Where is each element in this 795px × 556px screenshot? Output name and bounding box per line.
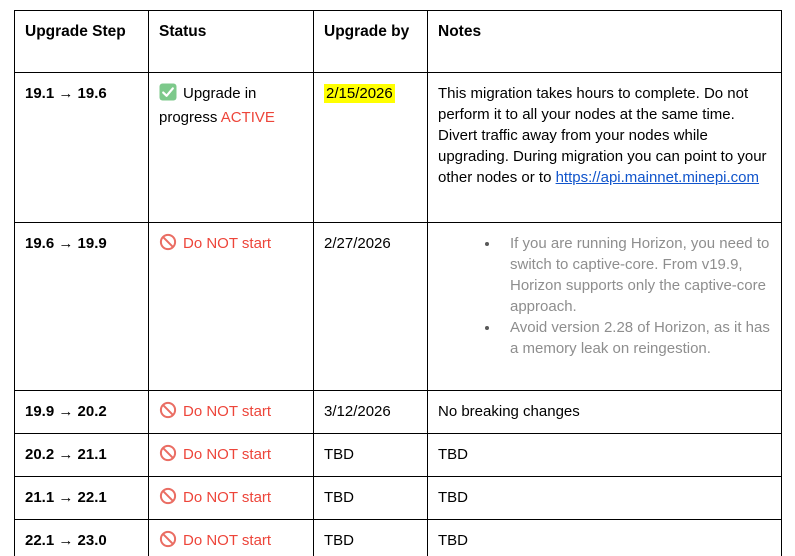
column-header-status: Status	[149, 11, 314, 73]
status-cell	[149, 477, 314, 520]
column-header-upgrade-step: Upgrade Step	[15, 11, 149, 73]
upgrade-by-cell: 3/12/2026	[314, 391, 428, 434]
upgrade-by-cell: 2/27/2026	[314, 223, 428, 391]
status-text: Do NOT start	[183, 532, 272, 549]
notes-cell: TBD	[428, 520, 782, 556]
notes-cell: No breaking changes	[428, 391, 782, 434]
bullet-item: • Avoid version 2.28 of Horizon, as it has a memory leak on reingestion.	[500, 317, 771, 359]
upgrade-by-cell: TBD	[314, 434, 428, 477]
status-cell	[149, 391, 314, 434]
bullet-item: • If you are running Horizon, you need to switch to captive-core. From v19.9, Horizon supports only the captive-core approach.	[500, 233, 771, 317]
upgrade-step-cell: 19.6 → 19.9	[15, 223, 149, 391]
status-cell	[149, 73, 314, 223]
prohibited-icon	[159, 233, 177, 257]
upgrade-step-cell: 19.1 → 19.6	[15, 73, 149, 223]
status-text: Do NOT start	[183, 403, 272, 420]
status-text: Do NOT start	[183, 489, 272, 506]
check-icon	[159, 83, 177, 107]
notes-link[interactable]: https://api.mainnet.minepi.com	[555, 169, 760, 186]
table-row	[15, 223, 782, 391]
upgrade-step-cell: 20.2 → 21.1	[15, 434, 149, 477]
upgrade-step-cell: 22.1 → 23.0	[15, 520, 149, 556]
status-badge: ACTIVE	[220, 109, 275, 126]
table-row	[15, 520, 782, 556]
status-cell	[149, 520, 314, 556]
status-text: Do NOT start	[183, 235, 272, 252]
notes-text: This migration takes hours to complete. Do not perform it to all your nodes at the same time. Divert traffic away from your nodes while upgrading. During migration you can point to your other nodes or to	[438, 85, 767, 186]
upgrade-by-cell: TBD	[314, 520, 428, 556]
highlighted-date: 2/15/2026	[326, 85, 393, 102]
prohibited-icon	[159, 444, 177, 468]
upgrade-by-cell: TBD	[314, 477, 428, 520]
column-header-upgrade-by: Upgrade by	[314, 11, 428, 73]
status-cell	[149, 223, 314, 391]
notes-cell: TBD	[428, 434, 782, 477]
table-row	[15, 477, 782, 520]
notes-cell	[428, 73, 782, 223]
table-row	[15, 434, 782, 477]
prohibited-icon	[159, 401, 177, 425]
table-row	[15, 391, 782, 434]
notes-cell	[428, 223, 782, 391]
upgrade-by-cell	[314, 73, 428, 223]
table-row	[15, 73, 782, 223]
status-cell	[149, 434, 314, 477]
upgrade-step-cell: 19.9 → 20.2	[15, 391, 149, 434]
notes-bullet-list	[438, 233, 771, 359]
prohibited-icon	[159, 487, 177, 511]
table-header-row	[15, 11, 782, 73]
notes-cell: TBD	[428, 477, 782, 520]
prohibited-icon	[159, 530, 177, 554]
upgrade-step-cell: 21.1 → 22.1	[15, 477, 149, 520]
upgrade-schedule-table	[14, 10, 782, 556]
status-text: Upgrade in progress	[159, 85, 257, 126]
column-header-notes: Notes	[428, 11, 782, 73]
status-text: Do NOT start	[183, 446, 272, 463]
